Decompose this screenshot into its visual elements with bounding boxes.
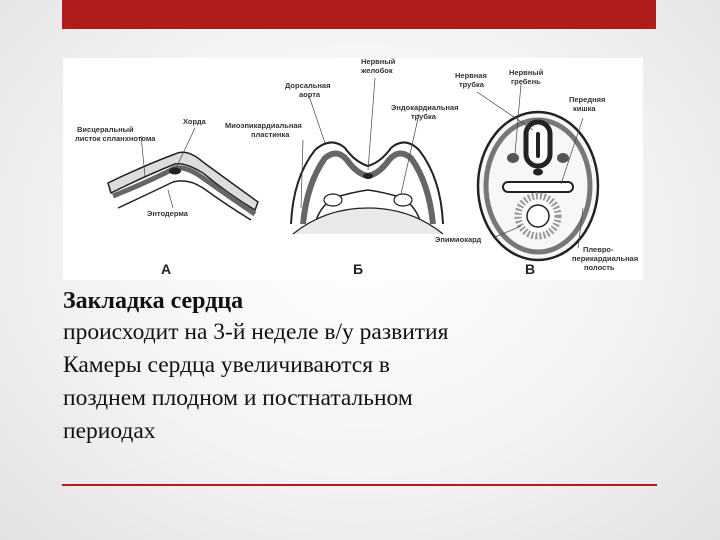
label-pleuropericardial-2: перикардиальная [572,254,639,263]
label-neural-groove-2: желобок [361,66,393,75]
label-chorda: Хорда [183,117,206,126]
text-line: периодах [63,418,156,444]
label-dorsal-aorta-2: аорта [299,90,321,99]
label-dorsal-aorta: Дорсальная [285,81,331,90]
label-neural-tube-2: трубка [459,80,484,89]
heart-development-figure [63,58,643,280]
label-foregut: Передняя [569,95,606,104]
label-pleuropericardial-3: полость [584,263,615,272]
label-epimyocard: Эпимиокард [435,235,482,244]
label-neural-groove: Нервный [361,58,396,66]
text-line: позднем плодном и постнатальном [63,385,413,411]
label-neural-crest: Нервный [509,68,544,77]
panel-letter-a: А [161,261,172,277]
label-endocardial-2: трубка [411,112,436,121]
slide-title: Закладка сердца [63,288,244,314]
text-line: Камеры сердца увеличиваются в [63,352,391,378]
panel-c-drawing [478,112,598,260]
label-pleuropericardial: Плевро- [583,245,614,254]
panel-letter-c: В [525,261,536,277]
label-myoepicardial-2: пластинка [251,130,290,139]
label-neural-crest-2: гребень [511,77,541,86]
label-foregut-2: кишка [573,104,596,113]
embryo-diagram [63,58,643,280]
label-visceral: Висцеральный [77,125,134,134]
top-accent-bar [62,0,656,29]
label-myoepicardial: Миоэпикардиальная [225,121,302,130]
slide-text [63,286,663,448]
label-neural-tube: Нервная [455,71,487,80]
label-visceral-2: листок спланхнотома [75,134,156,143]
text-line: происходит на 3-й неделе в/у развития [63,319,449,345]
panel-letter-b: Б [353,261,364,277]
bottom-divider [62,484,657,486]
label-endocardial: Эндокардиальная [391,103,459,112]
label-entoderm: Энтодерма [147,209,188,218]
panel-b-drawing [291,142,443,234]
